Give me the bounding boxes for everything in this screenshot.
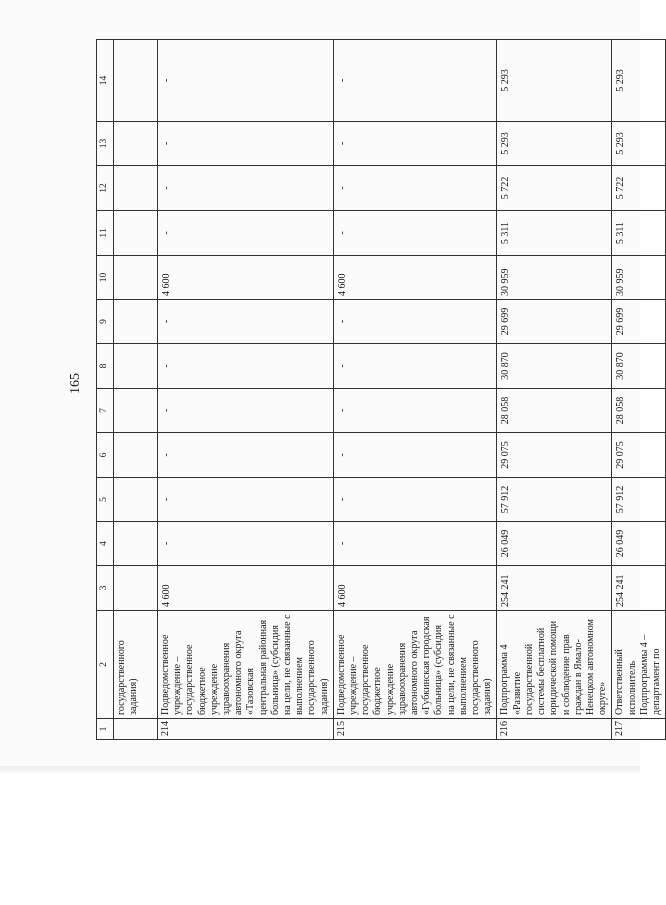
row-id: 214 (158, 719, 334, 740)
value-cell: 30 870 (612, 344, 666, 389)
value-cell: - (333, 211, 497, 256)
budget-table (96, 39, 666, 740)
value-cell (114, 211, 158, 256)
value-cell (114, 433, 158, 478)
value-cell: 5 311 (497, 211, 612, 256)
header-cell: 2 (97, 611, 114, 719)
header-cell: 14 (97, 40, 114, 122)
row-id: 215 (333, 719, 497, 740)
header-cell: 3 (97, 566, 114, 611)
value-cell: 5 293 (497, 122, 612, 166)
value-cell: - (333, 344, 497, 389)
value-cell: 26 049 (497, 522, 612, 566)
value-cell: 4 600 (333, 256, 497, 300)
row-description: Подведомственное учреждение – государственное бюджетное учреждение здравоохранения автономного округа «Губкинская городская больница» (субсидия на цели, не связанные с выполнением государственного задания) (333, 611, 497, 719)
value-cell: 254 241 (497, 566, 612, 611)
header-cell: 4 (97, 522, 114, 566)
table-row (612, 40, 666, 740)
header-cell: 9 (97, 300, 114, 344)
value-cell: 4 600 (158, 566, 334, 611)
header-cell: 8 (97, 344, 114, 389)
value-cell: - (333, 433, 497, 478)
scan-bottom-edge (0, 766, 640, 774)
value-cell: - (158, 40, 334, 122)
value-cell (114, 344, 158, 389)
value-cell: 254 241 (612, 566, 666, 611)
value-cell: 26 049 (612, 522, 666, 566)
value-cell: 57 912 (612, 478, 666, 522)
value-cell: - (158, 389, 334, 433)
value-cell: - (158, 122, 334, 166)
value-cell (114, 122, 158, 166)
value-cell: 57 912 (497, 478, 612, 522)
value-cell: 29 075 (612, 433, 666, 478)
value-cell: - (333, 166, 497, 211)
value-cell (114, 389, 158, 433)
value-cell (114, 566, 158, 611)
value-cell: - (158, 344, 334, 389)
header-cell: 12 (97, 166, 114, 211)
value-cell: 29 699 (497, 300, 612, 344)
value-cell (114, 522, 158, 566)
value-cell: - (333, 122, 497, 166)
value-cell: 5 722 (497, 166, 612, 211)
value-cell (114, 300, 158, 344)
value-cell: - (158, 166, 334, 211)
header-cell: 10 (97, 256, 114, 300)
header-cell: 11 (97, 211, 114, 256)
value-cell: - (333, 522, 497, 566)
row-description: государственного задания) (114, 611, 158, 719)
header-cell: 5 (97, 478, 114, 522)
header-cell: 1 (97, 719, 114, 740)
row-description: Подпрограмма 4 «Развитие государственной системы бесплатной юридической помощи и соблюдение прав граждан в Ямало-Ненецком автономном округе» (497, 611, 612, 719)
value-cell: - (158, 300, 334, 344)
table-row (497, 40, 612, 740)
rotated-table-container (96, 40, 662, 740)
value-cell: 30 870 (497, 344, 612, 389)
value-cell (114, 166, 158, 211)
row-id: 216 (497, 719, 612, 740)
value-cell (114, 478, 158, 522)
value-cell: 29 075 (497, 433, 612, 478)
row-description: Ответственный исполнитель Подпрограммы 4 – департамент по (612, 611, 666, 719)
header-cell: 7 (97, 389, 114, 433)
value-cell: 30 959 (497, 256, 612, 300)
value-cell (114, 40, 158, 122)
value-cell: - (333, 40, 497, 122)
value-cell: 5 293 (612, 40, 666, 122)
table-row (114, 40, 158, 740)
value-cell: 5 293 (612, 122, 666, 166)
value-cell: 4 600 (158, 256, 334, 300)
page-number: 165 (68, 373, 83, 394)
row-id: 217 (612, 719, 666, 740)
row-id (114, 719, 158, 740)
value-cell: - (333, 478, 497, 522)
value-cell: 29 699 (612, 300, 666, 344)
header-cell: 13 (97, 122, 114, 166)
table-row (158, 40, 334, 740)
header-cell: 6 (97, 433, 114, 478)
value-cell: 28 058 (612, 389, 666, 433)
value-cell: 30 959 (612, 256, 666, 300)
value-cell: 5 293 (497, 40, 612, 122)
value-cell: 4 600 (333, 566, 497, 611)
value-cell: 5 722 (612, 166, 666, 211)
value-cell: - (158, 522, 334, 566)
value-cell: 28 058 (497, 389, 612, 433)
value-cell: - (333, 389, 497, 433)
header-row (97, 40, 114, 740)
value-cell (114, 256, 158, 300)
row-description: Подведомственное учреждение – государственное бюджетное учреждение здравоохранения автономного округа «Тазовская центральная районная больница» (субсидия на цели, не связанные с выполнением государственного задания) (158, 611, 334, 719)
value-cell: 5 311 (612, 211, 666, 256)
value-cell: - (158, 433, 334, 478)
value-cell: - (158, 478, 334, 522)
table-row (333, 40, 497, 740)
value-cell: - (333, 300, 497, 344)
value-cell: - (158, 211, 334, 256)
